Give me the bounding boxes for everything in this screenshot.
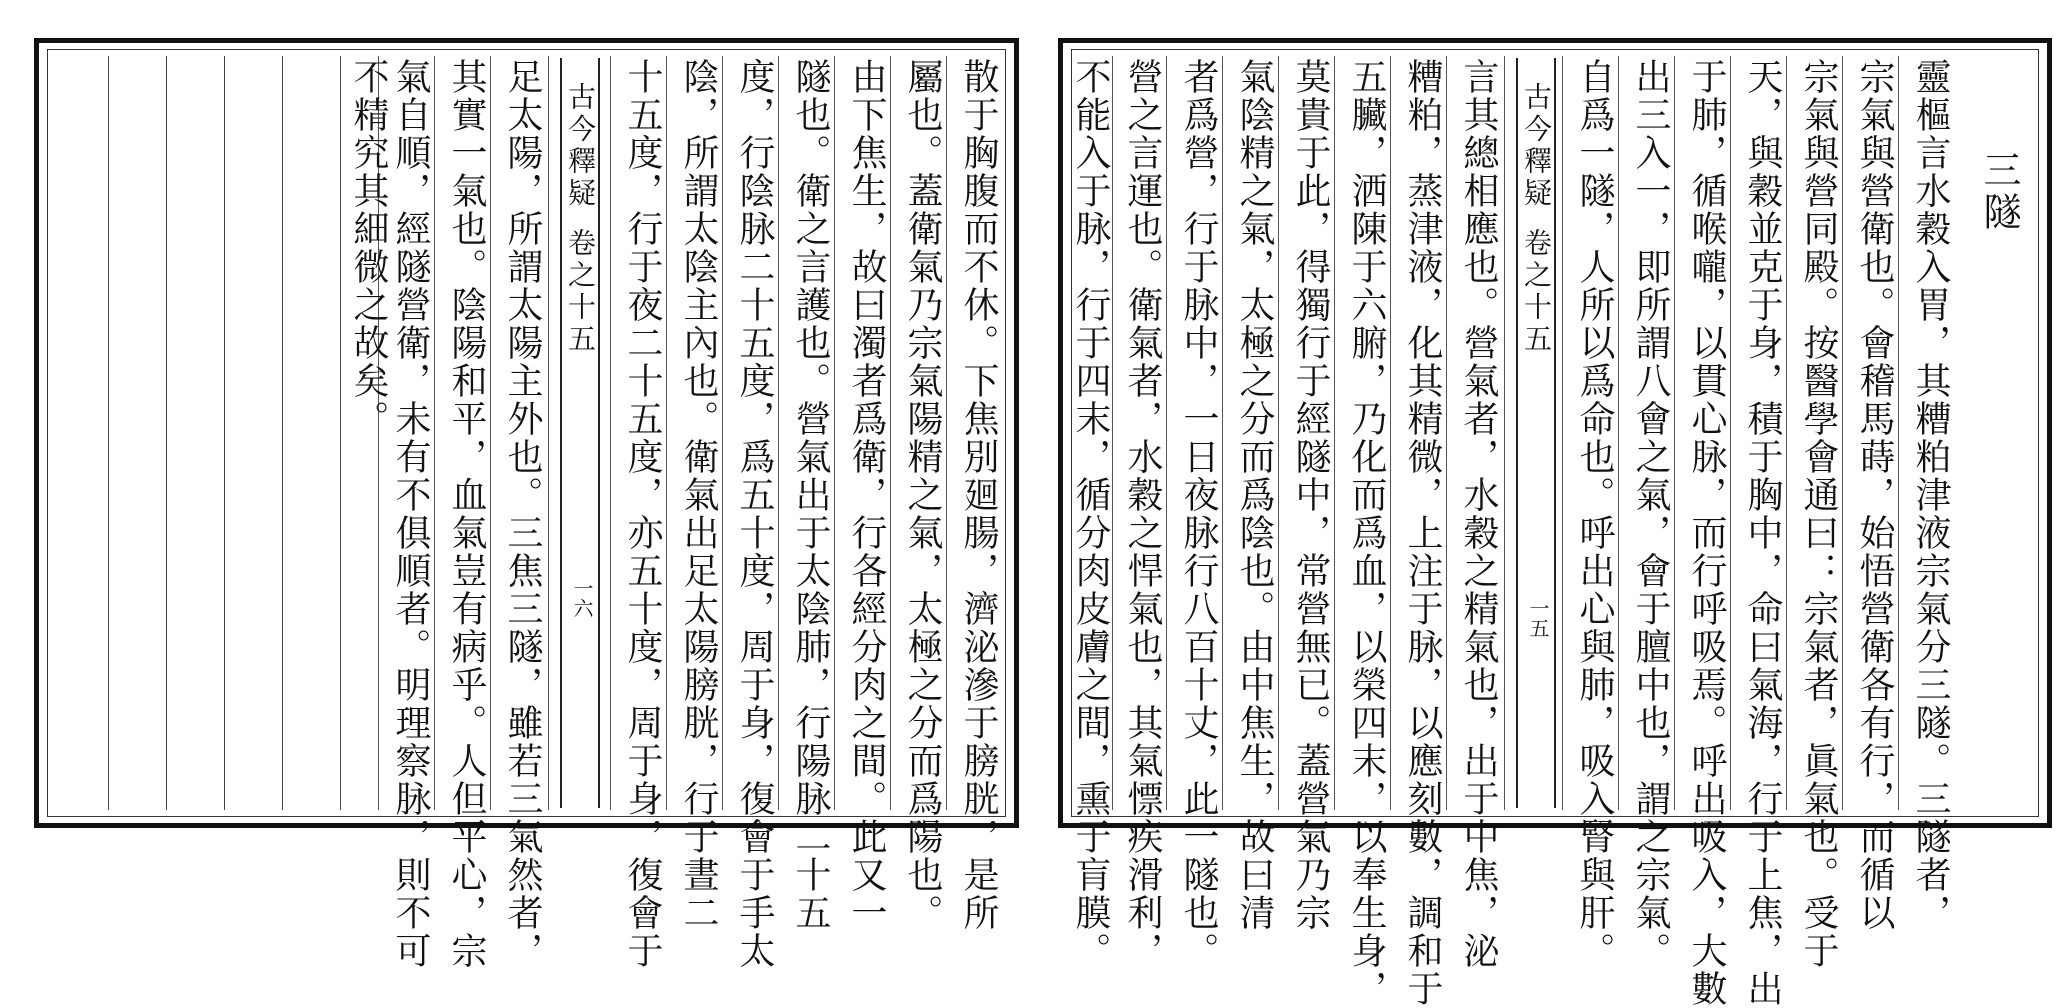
text-column-6 — [676, 58, 720, 932]
text-column-12 — [1232, 58, 1276, 932]
text-column-13 — [1176, 58, 1220, 970]
text-column-8 — [500, 58, 544, 970]
column-text: 不能入于脉，行于四末，循分肉皮膚之間，熏于肓膜。 — [1070, 58, 1111, 970]
gutter-line — [560, 58, 562, 808]
column-text: 度，行陰脉二十五度，爲五十度，周于身，復會于手太 — [734, 58, 775, 970]
column-text: 營之言運也。衛氣者，水穀之悍氣也，其氣慓疾滑利， — [1122, 58, 1163, 970]
right-gutter — [1512, 58, 1558, 808]
column-rule — [1504, 56, 1505, 810]
text-column-1 — [956, 58, 1000, 932]
blank-column-rule — [340, 56, 341, 810]
column-rule — [610, 56, 611, 810]
text-column-9 — [444, 58, 488, 970]
left-gutter — [556, 58, 602, 808]
column-text: 氣陰精之氣，太極之分而爲陰也。由中焦生，故曰清 — [1234, 58, 1275, 932]
gutter-page-number: 一六 — [570, 578, 594, 618]
blank-column-rule — [108, 56, 109, 810]
text-column-3 — [844, 58, 888, 932]
column-rule — [490, 56, 491, 810]
column-rule — [778, 56, 779, 810]
column-rule — [666, 56, 667, 810]
column-rule — [434, 56, 435, 810]
text-column-5 — [732, 58, 776, 970]
blank-column-rule — [166, 56, 167, 810]
gutter-book-title: 古今釋疑 — [564, 82, 597, 210]
column-rule — [1166, 56, 1167, 810]
column-text: 靈樞言水穀入胃，其糟粕津液宗氣分三隧。三隧者， — [1910, 58, 1951, 932]
column-text: 天，與穀並克于身，積于胸中，命曰氣海，行于上焦，出 — [1742, 58, 1783, 1008]
column-rule — [1278, 56, 1279, 810]
text-column-4 — [788, 58, 832, 932]
section-heading: 三隧 — [1977, 150, 2021, 234]
column-rule — [1674, 56, 1675, 810]
text-column-7 — [620, 58, 664, 970]
blank-column-rule — [224, 56, 225, 810]
column-rule — [1334, 56, 1335, 810]
text-column-14 — [1120, 58, 1164, 970]
column-text: 糟粕，蒸津液，化其精微，上注于脉，以應刻數，調和于 — [1402, 58, 1443, 1008]
column-text: 五臟，洒陳于六腑，乃化而爲血，以榮四末，以奉生身， — [1346, 58, 1387, 1008]
column-text: 不精究其細微之故矣。 — [348, 58, 389, 438]
column-text: 者爲營，行于脉中，一日夜脉行八百十丈，此一隧也。 — [1178, 58, 1219, 970]
column-rule — [1786, 56, 1787, 810]
text-column-6 — [1628, 58, 1672, 970]
column-rule — [1618, 56, 1619, 810]
text-column-2 — [1852, 58, 1896, 932]
column-rule — [834, 56, 835, 810]
column-text: 宗氣與營衛也。會稽馬蒔，始悟營衛各有行，而循以 — [1854, 58, 1895, 932]
column-text: 莫貴于此，得獨行于經隧中，常營無已。蓋營氣乃宗 — [1290, 58, 1331, 932]
gutter-line — [1554, 58, 1556, 808]
column-text: 言其總相應也。營氣者，水穀之精氣也，出于中焦，泌 — [1458, 58, 1499, 970]
column-rule — [1730, 56, 1731, 810]
column-text: 自爲一隧，人所以爲命也。呼出心與肺，吸入腎與肝。 — [1574, 58, 1615, 970]
text-column-5 — [1684, 58, 1728, 1008]
column-text: 屬也。蓋衛氣乃宗氣陽精之氣，太極之分而爲陽也。 — [902, 58, 943, 932]
column-rule — [1898, 56, 1899, 810]
text-column-10 — [388, 58, 432, 970]
column-text: 宗氣與營同殿。按醫學會通曰：宗氣者，眞氣也。受于 — [1798, 58, 1839, 970]
text-column-11 — [346, 58, 390, 808]
text-column-8 — [1456, 58, 1500, 970]
text-column-15 — [1068, 58, 1112, 970]
column-text: 氣自順，經隧營衛，未有不俱順者。明理察脉，則不可 — [390, 58, 431, 970]
column-rule — [1562, 56, 1563, 810]
column-text: 隧也。衛之言護也。營氣出于太陰肺，行陽脉二十五 — [790, 58, 831, 932]
right-page-frame — [1070, 49, 2039, 1008]
column-text: 由下焦生，故曰濁者爲衛，行各經分肉之間。此又一 — [846, 58, 887, 932]
column-text: 于肺，循喉嚨，以貫心脉，而行呼吸焉。呼出吸入，大數 — [1686, 58, 1727, 1008]
gutter-line — [598, 58, 600, 808]
column-rule — [1112, 56, 1113, 810]
gutter-volume-label: 卷之十五 — [564, 228, 597, 356]
column-text: 陰，所謂太陰主內也。衛氣出足太陽膀胱，行于晝二 — [678, 58, 719, 932]
column-text: 足太陽，所謂太陽主外也。三焦三隧，雖若三氣然者， — [502, 58, 543, 970]
text-column-2 — [900, 58, 944, 932]
text-column-1 — [1908, 58, 1952, 932]
text-column-7 — [1572, 58, 1616, 970]
text-column-11 — [1288, 58, 1332, 932]
left-page-frame — [47, 49, 1006, 970]
gutter-book-title: 古今釋疑 — [1520, 82, 1553, 210]
column-rule — [1390, 56, 1391, 810]
column-rule — [1222, 56, 1223, 810]
left-page — [34, 38, 1019, 970]
column-rule — [890, 56, 891, 810]
gutter-page-number: 一五 — [1526, 598, 1550, 638]
gutter-line — [1516, 58, 1518, 808]
column-text: 散于胸腹而不休。下焦別廻腸，濟泌滲于膀胱，是所 — [958, 58, 999, 932]
text-column-4 — [1740, 58, 1784, 1008]
text-column-3 — [1796, 58, 1840, 970]
text-column-10 — [1344, 58, 1388, 1008]
column-rule — [722, 56, 723, 810]
text-column-9 — [1400, 58, 1444, 1008]
column-rule — [548, 56, 549, 810]
right-page — [1058, 38, 2052, 1008]
blank-column-rule — [282, 56, 283, 810]
column-rule — [946, 56, 947, 810]
column-text: 十五度，行于夜二十五度，亦五十度，周于身，復會于 — [622, 58, 663, 970]
column-text: 出三入一，即所謂八會之氣，會于膻中也，謂之宗氣。 — [1630, 58, 1671, 970]
column-rule — [1446, 56, 1447, 810]
gutter-volume-label: 卷之十五 — [1520, 228, 1553, 356]
column-rule — [1842, 56, 1843, 810]
column-text: 其實一氣也。陰陽和平，血氣豈有病乎。人但平心，宗 — [446, 58, 487, 970]
